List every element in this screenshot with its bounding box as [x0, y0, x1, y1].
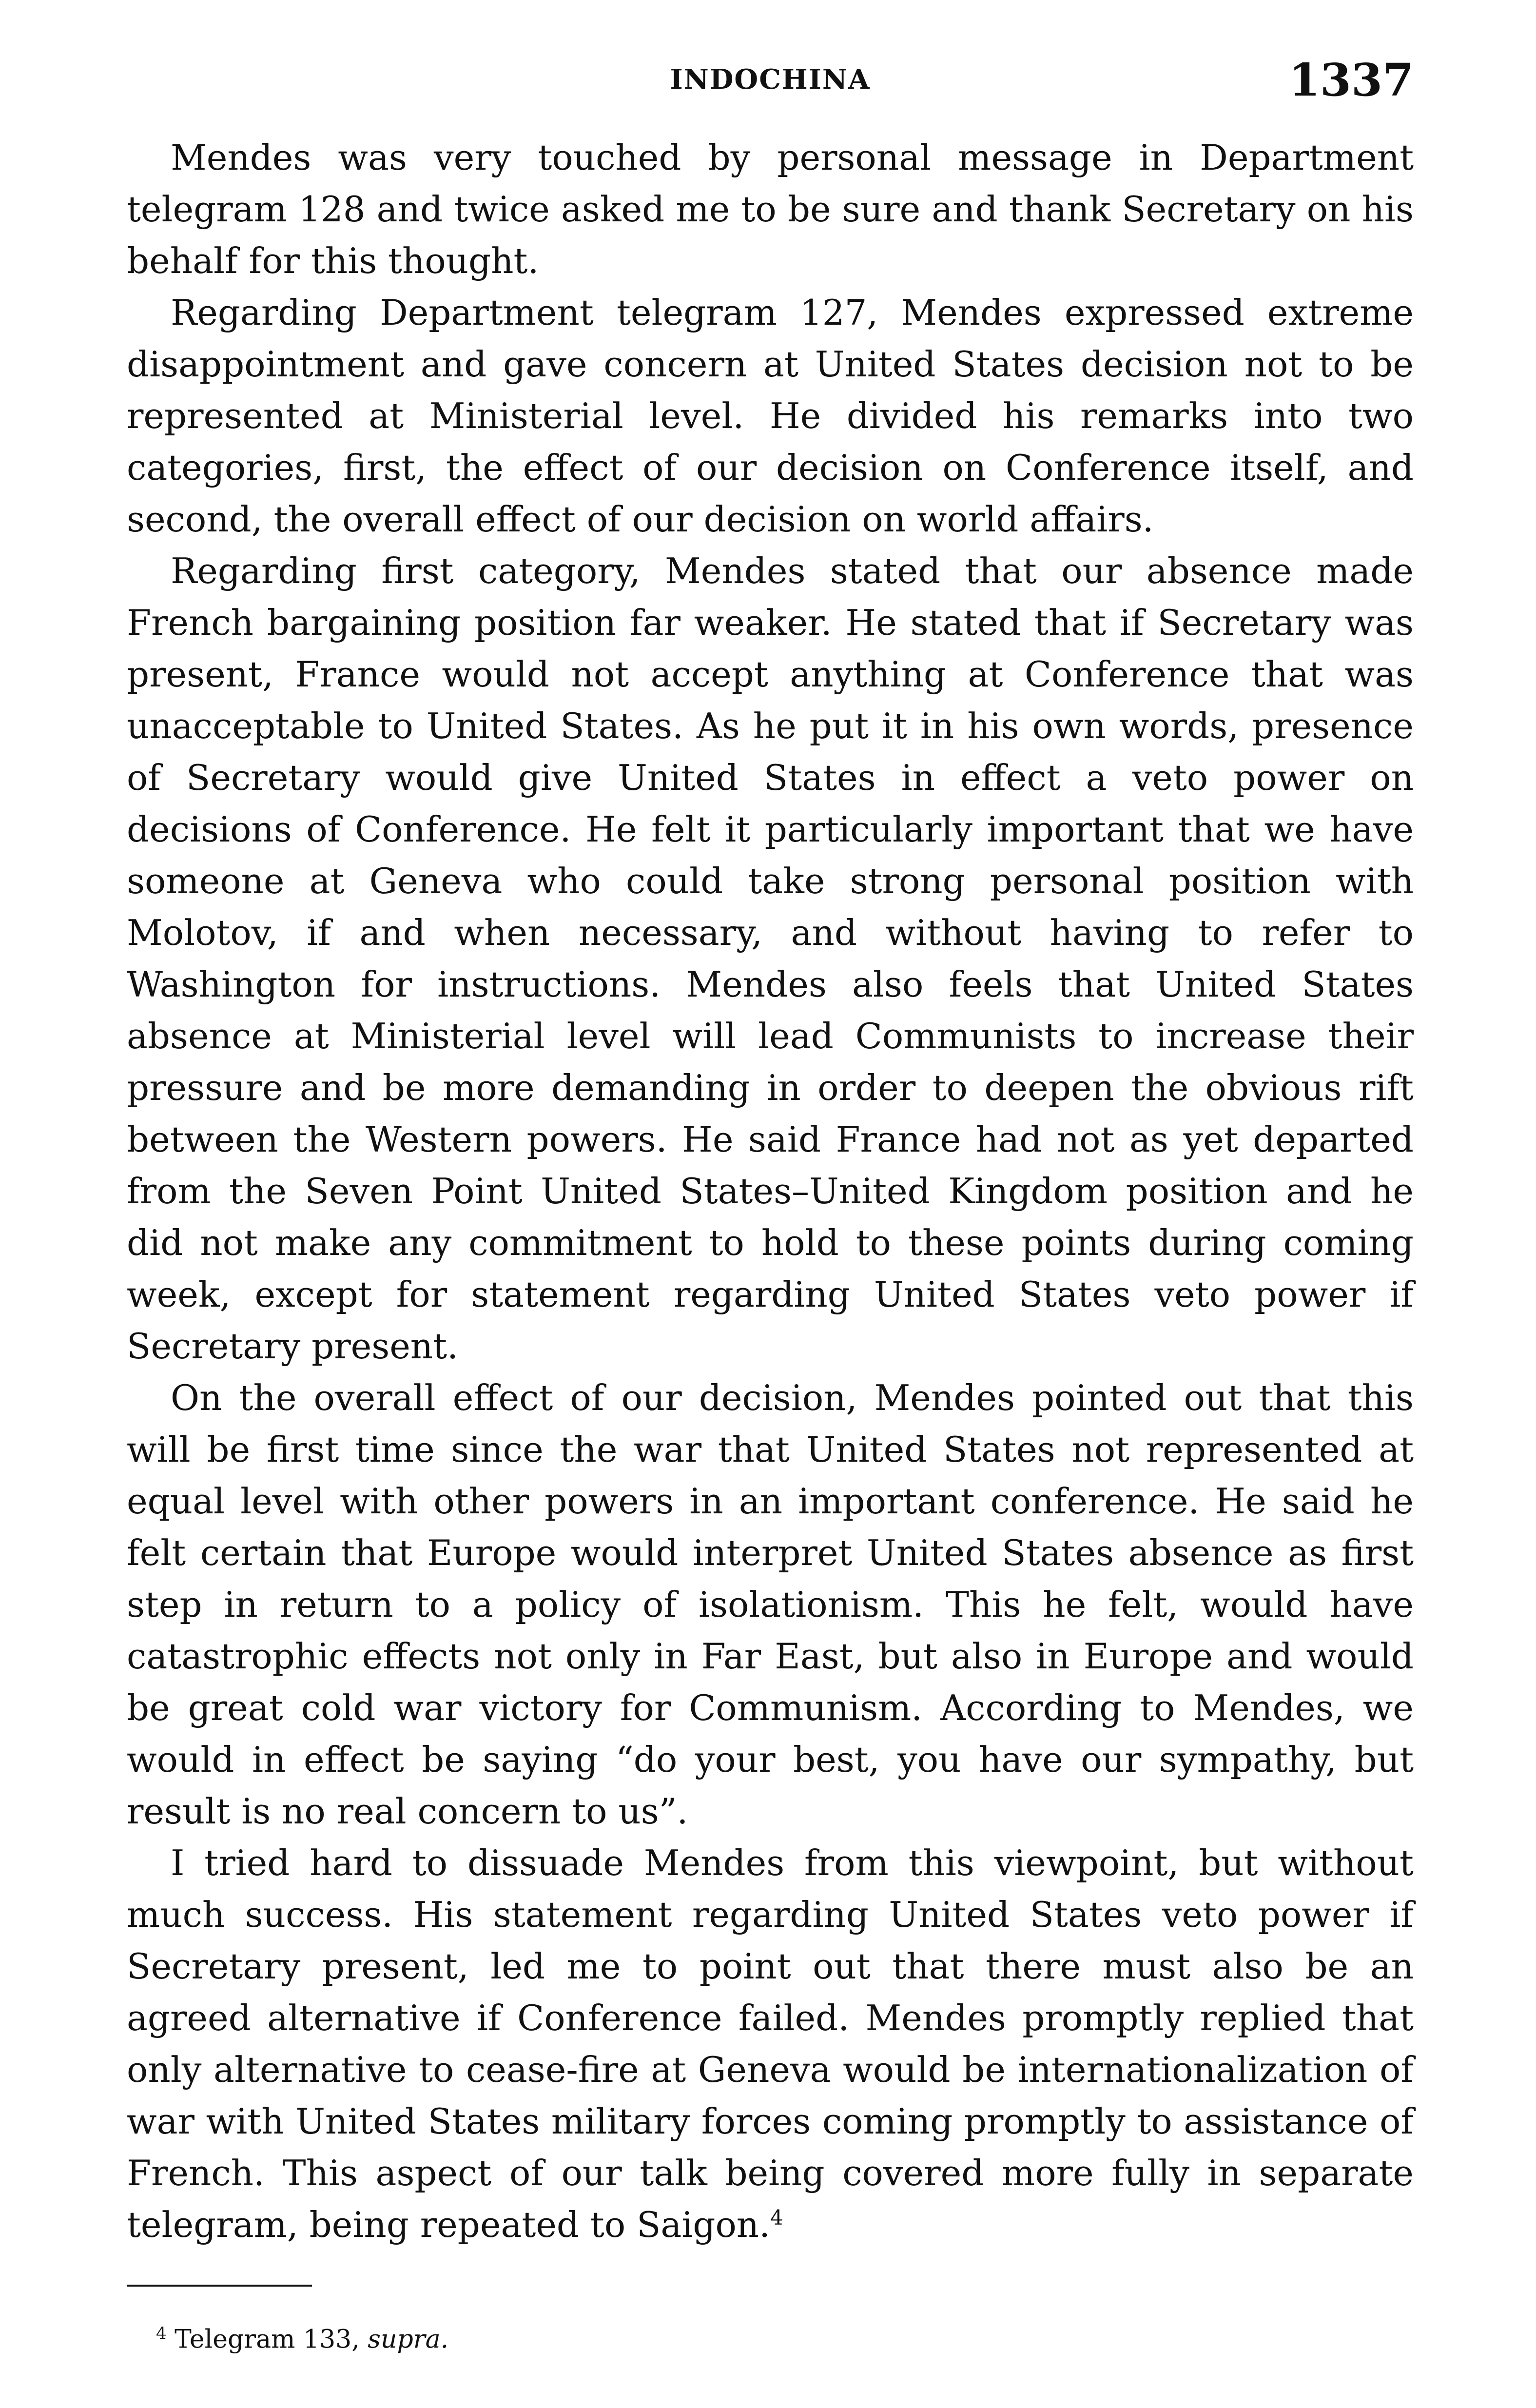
footnote: [156, 2316, 1414, 2357]
running-header: [127, 54, 1414, 132]
document-page: [127, 54, 1414, 2355]
paragraph-4: On the overall effect of our decision, Mendes pointed out that this will be first time since the war that United States not represented at equal level with other powers in an important conference. He said he felt certain that Europe would interpret United States absence as first step in return to a policy of isolationism. This he felt, would have catastrophic effects not only in Far East, but also in Europe and would be great cold war victory for Communism. According to Mendes, we would in effect be saying “do your best, you have our sympathy, but result is no real concern to us”.: [127, 1377, 1414, 1832]
footnote-italic-text: supra.: [368, 2325, 449, 2354]
page-number: 1337: [1288, 54, 1414, 106]
paragraph-1: Mendes was very touched by personal message in Department telegram 128 and twice asked me to be sure and thank Secretary on his behalf for this thought.: [127, 137, 1414, 281]
footnote-reference-marker: 4: [770, 2206, 783, 2230]
footnote-divider: [127, 2285, 312, 2287]
footnote-marker: 4: [156, 2324, 167, 2343]
running-title: INDOCHINA: [670, 63, 871, 96]
paragraph-2: Regarding Department telegram 127, Mendes expressed extreme disappointment and gave concern at United States decision not to be represented at Ministerial level. He divided his remarks into two categories, first, the effect of our decision on Conference itself, and second, the overall effect of our decision on world affairs.: [127, 292, 1414, 540]
footnote-text: Telegram 133,: [175, 2325, 360, 2354]
paragraph-5: [127, 1837, 1414, 2251]
paragraph-3: Regarding first category, Mendes stated that our absence made French bargaining position far weaker. He stated that if Secretary was present, France would not accept anything at Conference that was unacceptable to United States. As he put it in his own words, presence of Secretary would give United States in effect a veto power on decisions of Conference. He felt it particularly important that we have someone at Geneva who could take strong personal position with Molotov, if and when necessary, and without having to refer to Washington for instructions. Mendes also feels that United States absence at Ministerial level will lead Communists to increase their pressure and be more demanding in order to deepen the obvious rift between the Western powers. He said France had not as yet departed from the Seven Point United States–United Kingdom position and he did not make any commitment to hold to these points during coming week, except for statement regarding United States veto power if Secretary present.: [127, 550, 1414, 1367]
paragraph-5-text: I tried hard to dissuade Mendes from this viewpoint, but without much success. His statement regarding United States veto power if Secretary present, led me to point out that there must also be an agreed alternative if Conference failed. Mendes promptly replied that only alternative to cease-fire at Geneva would be internationalization of war with United States military forces coming promptly to assistance of French. This aspect of our talk being covered more fully in separate telegram, being repeated to Saigon.: [127, 1842, 1414, 2245]
body-text: [127, 132, 1414, 2251]
